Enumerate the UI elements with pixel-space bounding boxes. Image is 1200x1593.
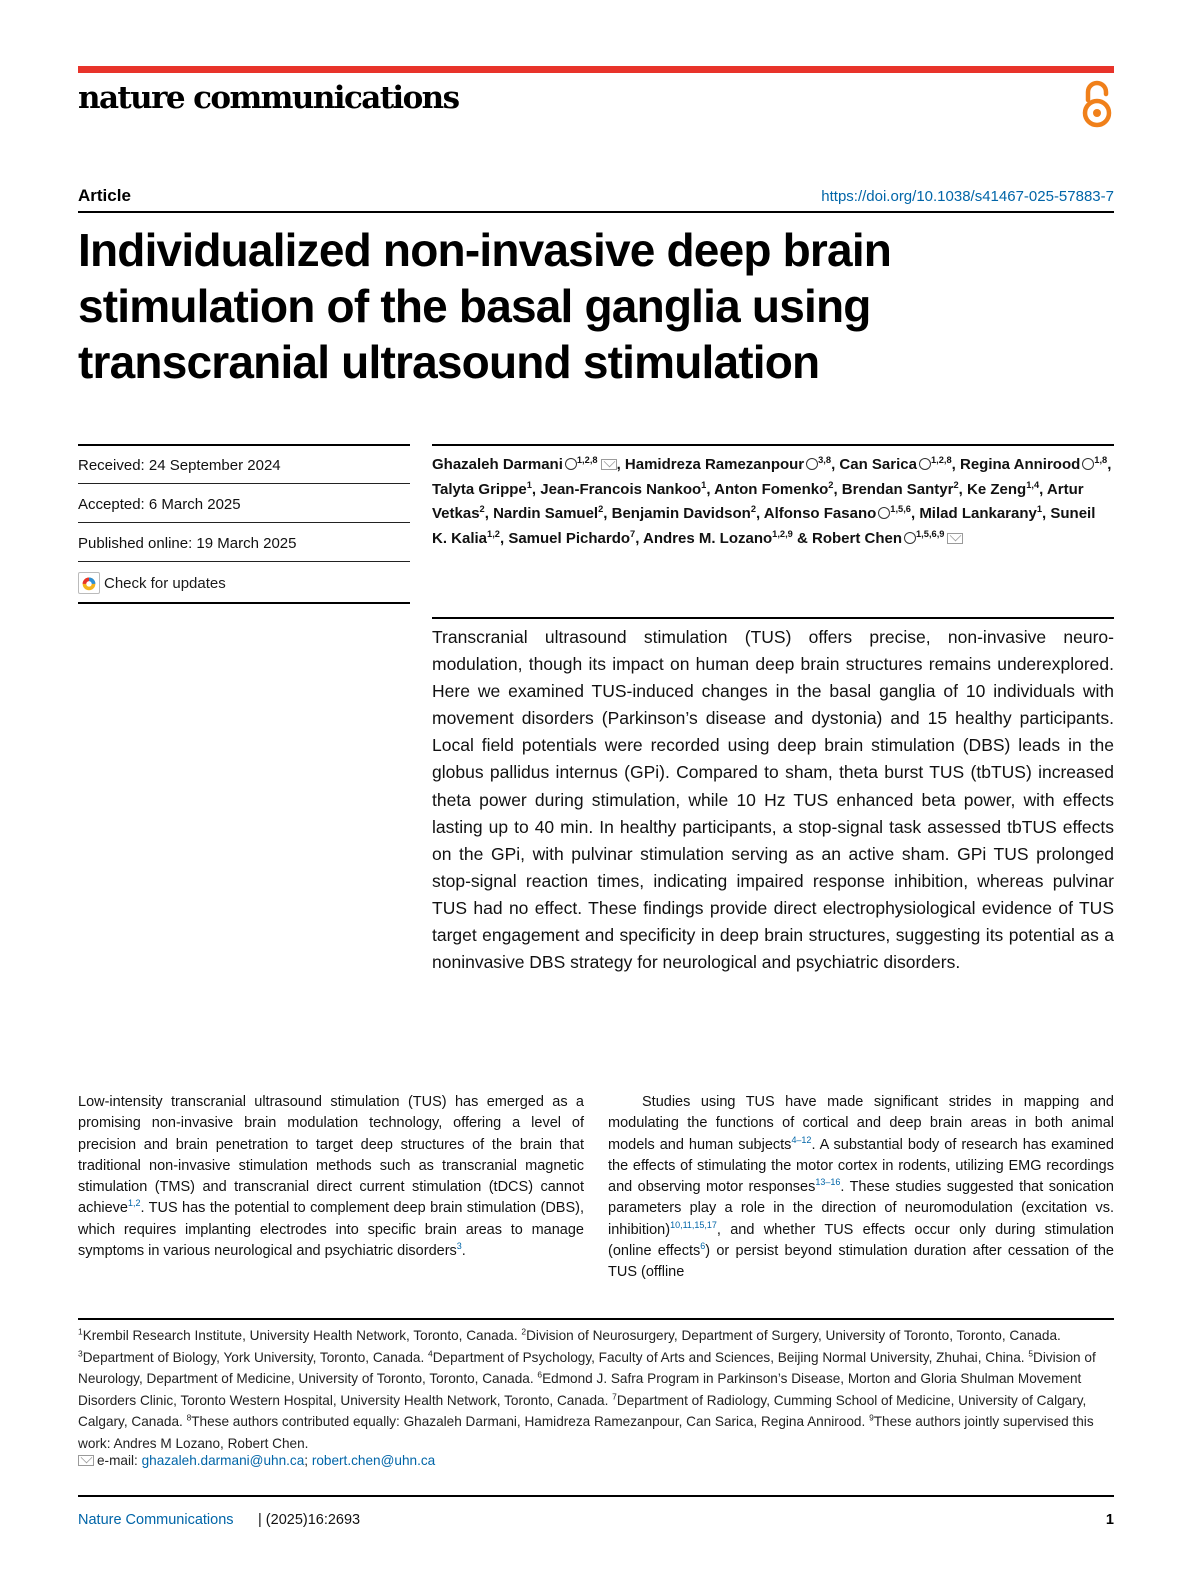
author	[764, 505, 911, 522]
info-divider	[78, 561, 410, 562]
author	[714, 481, 833, 498]
author	[812, 530, 963, 547]
author-affiliation-marker: 1	[1036, 504, 1043, 514]
affiliation-text: Department of Radiology, Cumming School of Medicine, University of Calgary, Calgary, Canada.	[78, 1392, 1087, 1430]
abstract-divider	[432, 617, 1114, 619]
published-date: Published online: 19 March 2025	[78, 535, 297, 552]
header-accent-bar	[78, 66, 1114, 73]
author-affiliation-marker: 2	[598, 504, 604, 514]
author	[643, 530, 793, 547]
info-divider-bottom	[78, 602, 410, 604]
affiliation-text: Edmond J. Safra Program in Parkinson’s Disease, Morton and Gloria Shulman Movement Disorders Clinic, Toronto Western Hospital, University Health Network, Toronto, Canada.	[78, 1371, 1082, 1408]
email-link-chen[interactable]: robert.chen@uhn.ca	[311, 1453, 436, 1468]
info-divider	[78, 522, 410, 523]
affiliation-number: 1	[78, 1326, 83, 1337]
author-name: Anton Fomenko	[714, 480, 829, 498]
orcid-icon	[904, 532, 916, 544]
citation-ref: 4–12	[791, 1134, 812, 1145]
mail-icon	[78, 1455, 94, 1466]
citation-ref: 1,2	[127, 1198, 141, 1209]
author-name: Ke Zeng	[967, 480, 1027, 498]
affiliation-text: Department of Biology, York University, Toronto, Canada.	[82, 1349, 425, 1365]
affiliation-number: 4	[428, 1348, 433, 1359]
author-affiliation-marker: 1,5,6	[890, 504, 911, 514]
author	[612, 505, 756, 522]
author	[960, 456, 1107, 473]
affiliations-divider	[78, 1318, 1114, 1320]
article-title: Individualized non-invasive deep brain stimulation of the basal ganglia using transcranial ultrasound stimulation	[78, 224, 892, 388]
doi-link[interactable]: https://doi.org/10.1038/s41467-025-57883-7	[821, 188, 1114, 205]
author-name: Nardin Samuel	[493, 505, 599, 522]
affiliation-text: Krembil Research Institute, University Health Network, Toronto, Canada.	[82, 1328, 518, 1343]
affiliation-text: Division of Neurosurgery, Department of Surgery, University of Toronto, Toronto, Canada.	[526, 1328, 1061, 1343]
author-affiliation-marker: 2	[750, 504, 756, 514]
author	[432, 456, 617, 473]
orcid-icon	[565, 458, 577, 470]
check-for-updates[interactable]	[78, 572, 226, 594]
page-number: 1	[1105, 1512, 1114, 1528]
affiliation-number: 9	[869, 1412, 874, 1423]
affiliation-number: 5	[1028, 1348, 1034, 1359]
author	[432, 481, 532, 498]
author-name: Andres M. Lozano	[642, 529, 773, 547]
author	[839, 456, 951, 473]
author	[540, 481, 706, 498]
author-name: Brendan Santyr	[841, 480, 954, 498]
body-column-right	[608, 1092, 1114, 1284]
author-name: Milad Lankarany	[919, 505, 1037, 522]
affiliation-text: These authors jointly supervised this work: Andres M Lozano, Robert Chen.	[78, 1414, 1094, 1451]
author-name: Suneil K. Kalia	[432, 505, 1096, 547]
citation-ref: 6	[700, 1241, 706, 1252]
body-column-left	[78, 1092, 584, 1262]
email-label: e-mail:	[97, 1453, 138, 1468]
journal-name: nature communications	[78, 80, 459, 116]
author-affiliation-marker: 2	[953, 479, 959, 490]
author-name: Artur Vetkas	[432, 480, 1084, 522]
email-link-darmani[interactable]: ghazaleh.darmani@uhn.ca	[141, 1453, 305, 1468]
header-divider	[78, 211, 1114, 213]
author-affiliation-marker: 7	[630, 528, 636, 539]
affiliation-number: 3	[78, 1348, 83, 1359]
author-affiliation-marker: 1,4	[1026, 479, 1040, 490]
affiliation-item	[78, 1350, 424, 1365]
author-affiliation-marker: 1,2,8	[576, 455, 598, 465]
footer-divider	[78, 1495, 1114, 1497]
author-name: Robert Chen	[812, 529, 903, 547]
author-affiliation-marker: 1,2,8	[930, 455, 952, 465]
email-separator: ;	[304, 1453, 309, 1468]
check-for-updates-icon	[78, 572, 100, 594]
orcid-icon	[806, 458, 818, 470]
affiliation-item	[428, 1350, 1025, 1365]
body-paragraph-left: Low-intensity transcranial ultrasound stimulation (TUS) has emerged as a promising non-invasive brain modulation technology, offering a level of precision and brain penetration to target deep structures of the brain that traditional non-invasive stimulation methods such as transcranial magnetic stimulation (TMS) and transcranial direct current stimulation (tDCS) cannot achieve$^{1,2}$. TUS has the potential to complement deep brain stimulation (DBS), which requires implanting electrodes into specific brain areas to manage symptoms in various neurological and psychiatric disorders$^3$.	[78, 1094, 584, 1260]
author-name: Samuel Pichardo	[508, 529, 631, 547]
author-affiliation-marker: 1,2,9	[772, 528, 793, 539]
author-affiliation-marker: 1,5,6,9	[916, 528, 945, 539]
accepted-date: Accepted: 6 March 2025	[78, 496, 241, 513]
affiliations	[78, 1325, 1114, 1455]
abstract-text: Transcranial ultrasound stimulation (TUS) offers precise, non-invasive neuro-modulation, though its impact on human deep brain structures remains underexplored. Here we examined TUS-induced changes in the basal ganglia of 10 individuals with movement disorders (Parkinson’s disease and dystonia) and 15 healthy participants. Local field potentials were recorded using deep brain stimulation (DBS) leads in the globus pallidus internus (GPi). Compared to sham, theta burst TUS (tbTUS) increased theta power during stimulation, while 10 Hz TUS enhanced beta power, with effects lasting up to 40 min. In healthy participants, a stop-signal task assessed tbTUS effects on the GPi, with pulvinar stimulation serving as an active sham. GPi TUS prolonged stop-signal reaction times, indicating impaired response inhibition, whereas pulvinar TUS had no effect. These findings provide direct electrophysiological evidence of TUS target engagement and specificity in deep brain structures, suggesting its potential as a noninvasive DBS strategy for neurological and psychiatric disorders.	[432, 627, 1114, 973]
affiliation-text: Division of Neurology, Department of Medicine, University of Toronto, Toronto, Canada.	[78, 1349, 1096, 1387]
info-divider	[78, 483, 410, 484]
check-for-updates-label[interactable]: Check for updates	[104, 574, 226, 592]
author	[625, 456, 831, 473]
footer-citation: | (2025)16:2693	[258, 1512, 361, 1528]
author-affiliation-marker: 1	[701, 479, 707, 490]
affiliation-text: These authors contributed equally: Ghazaleh Darmani, Hamidreza Ramezanpour, Can Sarica, Regina Annirood.	[191, 1414, 866, 1430]
affiliation-number: 2	[521, 1326, 527, 1337]
author-name: Jean-Francois Nankoo	[540, 480, 702, 498]
citation-ref: 13–16	[815, 1177, 841, 1188]
author	[508, 530, 635, 547]
footer-journal-name: Nature Communications	[78, 1512, 234, 1528]
affiliation-number: 6	[537, 1369, 543, 1380]
citation-ref: 3	[456, 1241, 462, 1252]
affiliation-number: 8	[186, 1412, 192, 1423]
author-affiliation-marker: 2	[479, 504, 485, 514]
author-name: Ghazaleh Darmani	[432, 456, 563, 473]
contact-emails	[78, 1453, 435, 1468]
received-date: Received: 24 September 2024	[78, 457, 281, 474]
mail-icon	[947, 533, 963, 544]
orcid-icon	[878, 507, 890, 519]
affiliation-text: Department of Psychology, Faculty of Arts and Sciences, Beijing Normal University, Zhuhai, China.	[432, 1349, 1025, 1365]
author	[493, 505, 603, 522]
orcid-icon	[919, 458, 931, 470]
author	[842, 481, 959, 498]
author-name: Can Sarica	[839, 456, 917, 473]
author-affiliation-marker: 1,8	[1094, 455, 1108, 465]
author-name: Hamidreza Ramezanpour	[624, 456, 805, 473]
author-name: Benjamin Davidson	[611, 505, 751, 522]
author-affiliation-marker: 1,2	[487, 528, 500, 539]
author-affiliation-marker: 1	[526, 479, 532, 490]
author-list: Ghazaleh Darmani $^{1,2,8}$ , Hamidreza Ramezanpour $^{3,8}$, Can Sarica $^{1,2,8}$, Regina Annirood $^{1,8}$, Talyta Grippe$^1$, Jean-Francois Nankoo$^1$, Anton Fomenko$^2$, Brendan Santyr$^2$, Ke Zeng$^{1,4}$, Artur Vetkas$^2$, Nardin Samuel$^2$, Benjamin Davidson$^2$, Alfonso Fasano $^{1,5,6}$, Milad Lankarany$^1$, Suneil K. Kalia$^{1,2}$, Samuel Pichardo$^7$, Andres M. Lozano$^{1,2,9}$ & Robert Chen $^{1,5,6,9}$	[432, 455, 1112, 547]
affiliation-item	[78, 1328, 518, 1343]
author-name: Talyta Grippe	[432, 480, 527, 498]
affiliation-number: 7	[612, 1391, 617, 1402]
body-paragraph-right: Studies using TUS have made significant strides in mapping and modulating the functions of cortical and deep brain areas in both animal models and human subjects$^{4-12}$. A substantial body of research has examined the effects of stimulating the motor cortex in rodents, utilizing EMG recordings and observing motor responses$^{13-16}$. These studies suggested that sonication parameters play a role in the direction of neuromodulation (excitation vs. inhibition)$^{10,11,15,17}$, and whether TUS effects occur only during stimulation (online effects$^6$) or persist beyond stimulation duration after cessation of the TUS (offline	[608, 1094, 1114, 1281]
author-name: Alfonso Fasano	[763, 505, 877, 522]
author-name: Regina Annirood	[960, 456, 1081, 473]
author-affiliation-marker: 3,8	[818, 455, 832, 465]
article-type-label: Article	[78, 186, 131, 205]
orcid-icon	[1082, 458, 1094, 470]
affiliation-item	[521, 1328, 1060, 1343]
authors-divider-top	[432, 444, 1114, 446]
author	[967, 481, 1039, 498]
info-divider-top	[78, 444, 410, 446]
author-affiliation-marker: 2	[828, 479, 834, 490]
open-access-icon	[1080, 80, 1114, 128]
citation-ref: 10,11,15,17	[670, 1219, 717, 1230]
mail-icon	[601, 459, 617, 470]
author	[919, 505, 1042, 522]
affiliation-item	[187, 1414, 866, 1429]
